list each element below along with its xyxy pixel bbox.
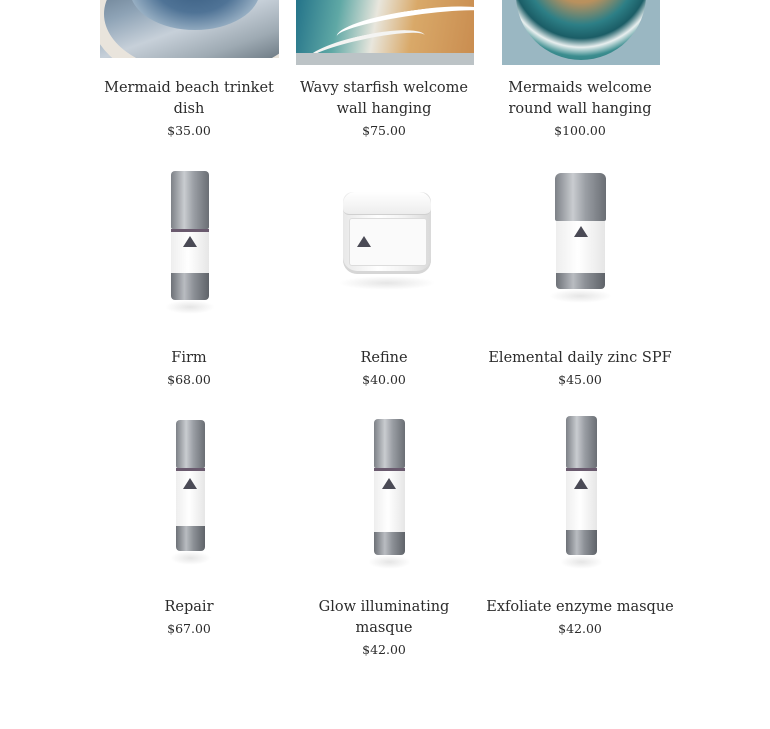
bottle-base xyxy=(171,273,209,300)
bottle-pump xyxy=(374,419,405,468)
wall-edge xyxy=(296,53,474,65)
product-image-mermaids-round-wall-hanging[interactable] xyxy=(502,0,660,65)
product-price: $45.00 xyxy=(558,372,602,387)
bottle-base xyxy=(566,530,597,555)
product-card[interactable] xyxy=(91,597,287,638)
product-card[interactable] xyxy=(482,348,678,389)
bottle-label xyxy=(176,468,205,526)
bottle-shadow xyxy=(560,555,603,569)
cream-jar xyxy=(343,192,431,274)
jar-shadow xyxy=(338,276,436,290)
product-title[interactable]: Refine xyxy=(360,350,408,366)
product-price: $100.00 xyxy=(554,123,606,138)
product-price: $75.00 xyxy=(362,123,406,138)
product-title[interactable]: Glow illuminating masque xyxy=(318,599,450,636)
product-price: $42.00 xyxy=(362,642,406,657)
dish-rim xyxy=(100,0,279,58)
product-card[interactable] xyxy=(91,348,287,389)
product-price: $35.00 xyxy=(167,123,211,138)
bottle-base xyxy=(374,532,405,555)
product-card[interactable] xyxy=(482,78,678,140)
label-band xyxy=(176,468,205,471)
product-title[interactable]: Elemental daily zinc SPF xyxy=(488,350,672,366)
brand-logo-icon xyxy=(574,226,588,237)
product-title[interactable]: Exfoliate enzyme masque xyxy=(486,599,674,615)
label-band xyxy=(374,468,405,471)
bottle-base xyxy=(556,273,605,289)
product-card[interactable] xyxy=(286,78,482,140)
bottle-shadow xyxy=(549,289,612,303)
product-title[interactable]: Mermaids welcome round wall hanging xyxy=(508,80,652,117)
bottle-shadow xyxy=(368,555,411,569)
product-price: $68.00 xyxy=(167,372,211,387)
product-card[interactable] xyxy=(482,597,678,638)
brand-logo-icon xyxy=(382,478,396,489)
round-resin-disc xyxy=(516,0,646,60)
product-card[interactable] xyxy=(91,78,287,140)
label-band xyxy=(171,229,209,232)
bottle-pump xyxy=(176,420,205,468)
bottle-pump xyxy=(566,416,597,468)
brand-logo-icon xyxy=(357,236,371,247)
product-image-mermaid-beach-trinket-dish[interactable] xyxy=(100,0,279,58)
bottle-shadow xyxy=(165,300,215,314)
product-price: $42.00 xyxy=(558,621,602,636)
product-price: $40.00 xyxy=(362,372,406,387)
bottle-cap xyxy=(555,173,606,221)
product-title[interactable]: Wavy starfish welcome wall hanging xyxy=(300,80,468,117)
bottle-pump xyxy=(171,171,209,229)
label-band xyxy=(566,468,597,471)
brand-logo-icon xyxy=(183,236,197,247)
product-price: $67.00 xyxy=(167,621,211,636)
product-title[interactable]: Firm xyxy=(171,350,207,366)
brand-logo-icon xyxy=(183,478,197,489)
brand-logo-icon xyxy=(574,478,588,489)
bottle-base xyxy=(176,526,205,551)
product-title[interactable]: Mermaid beach trinket dish xyxy=(104,80,274,117)
bottle-shadow xyxy=(170,551,211,565)
product-card[interactable] xyxy=(286,348,482,389)
product-title[interactable]: Repair xyxy=(164,599,214,615)
product-card[interactable] xyxy=(286,597,482,659)
jar-lid xyxy=(343,192,431,215)
product-image-wavy-starfish-wall-hanging[interactable] xyxy=(296,0,474,65)
